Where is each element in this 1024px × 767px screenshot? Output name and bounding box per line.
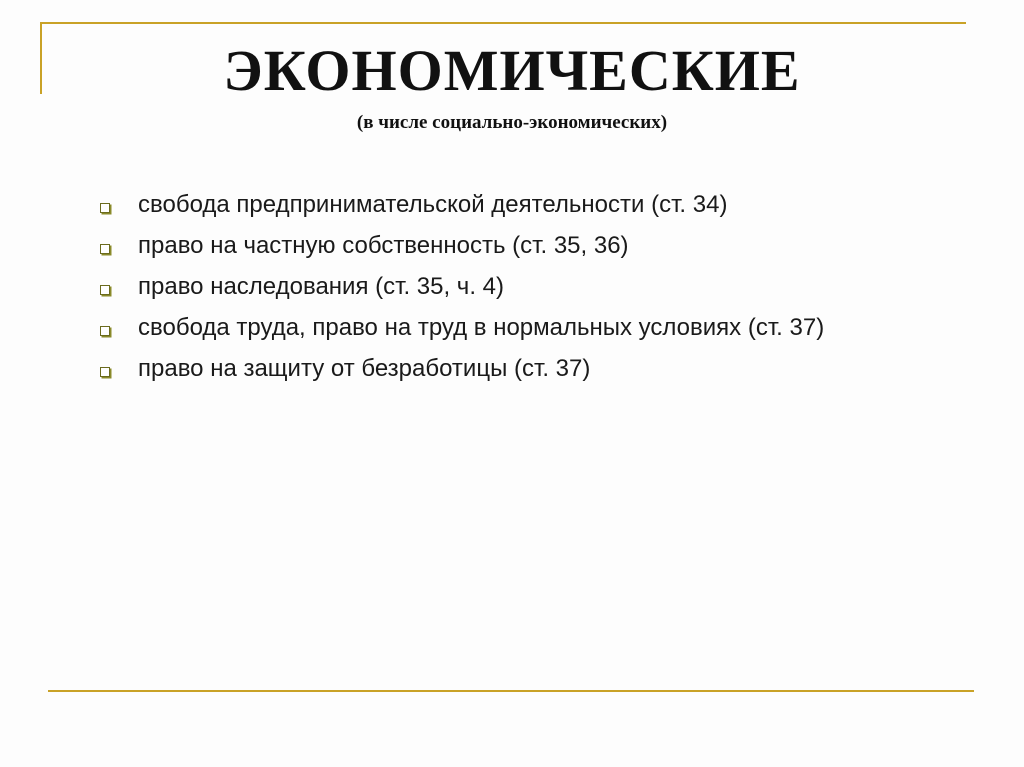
list-item-text: свобода предпринимательской деятельности (ст. 34) bbox=[138, 190, 728, 218]
list-item bbox=[100, 225, 1000, 266]
list-item-text: свобода труда, право на труд в нормальных условиях (ст. 37) bbox=[138, 313, 825, 341]
list-item bbox=[100, 307, 1000, 348]
square-bullet-icon bbox=[100, 244, 110, 254]
rights-list bbox=[100, 184, 1000, 389]
slide-subtitle: (в числе социально-экономических) bbox=[356, 112, 668, 133]
list-item-text: право на защиту от безработицы (ст. 37) bbox=[138, 354, 591, 382]
list-item bbox=[100, 184, 1000, 225]
slide-title: ЭКОНОМИЧЕСКИЕ bbox=[223, 38, 801, 103]
square-bullet-icon bbox=[100, 367, 110, 377]
square-bullet-icon bbox=[100, 203, 110, 213]
square-bullet-icon bbox=[100, 285, 110, 295]
list-item-text: право наследования (ст. 35, ч. 4) bbox=[138, 272, 504, 300]
list-item bbox=[100, 266, 1000, 307]
top-rule bbox=[40, 22, 966, 24]
list-item bbox=[100, 348, 1000, 389]
square-bullet-icon bbox=[100, 326, 110, 336]
bottom-rule bbox=[48, 690, 974, 692]
list-item-text: право на частную собственность (ст. 35, 36) bbox=[138, 231, 629, 259]
